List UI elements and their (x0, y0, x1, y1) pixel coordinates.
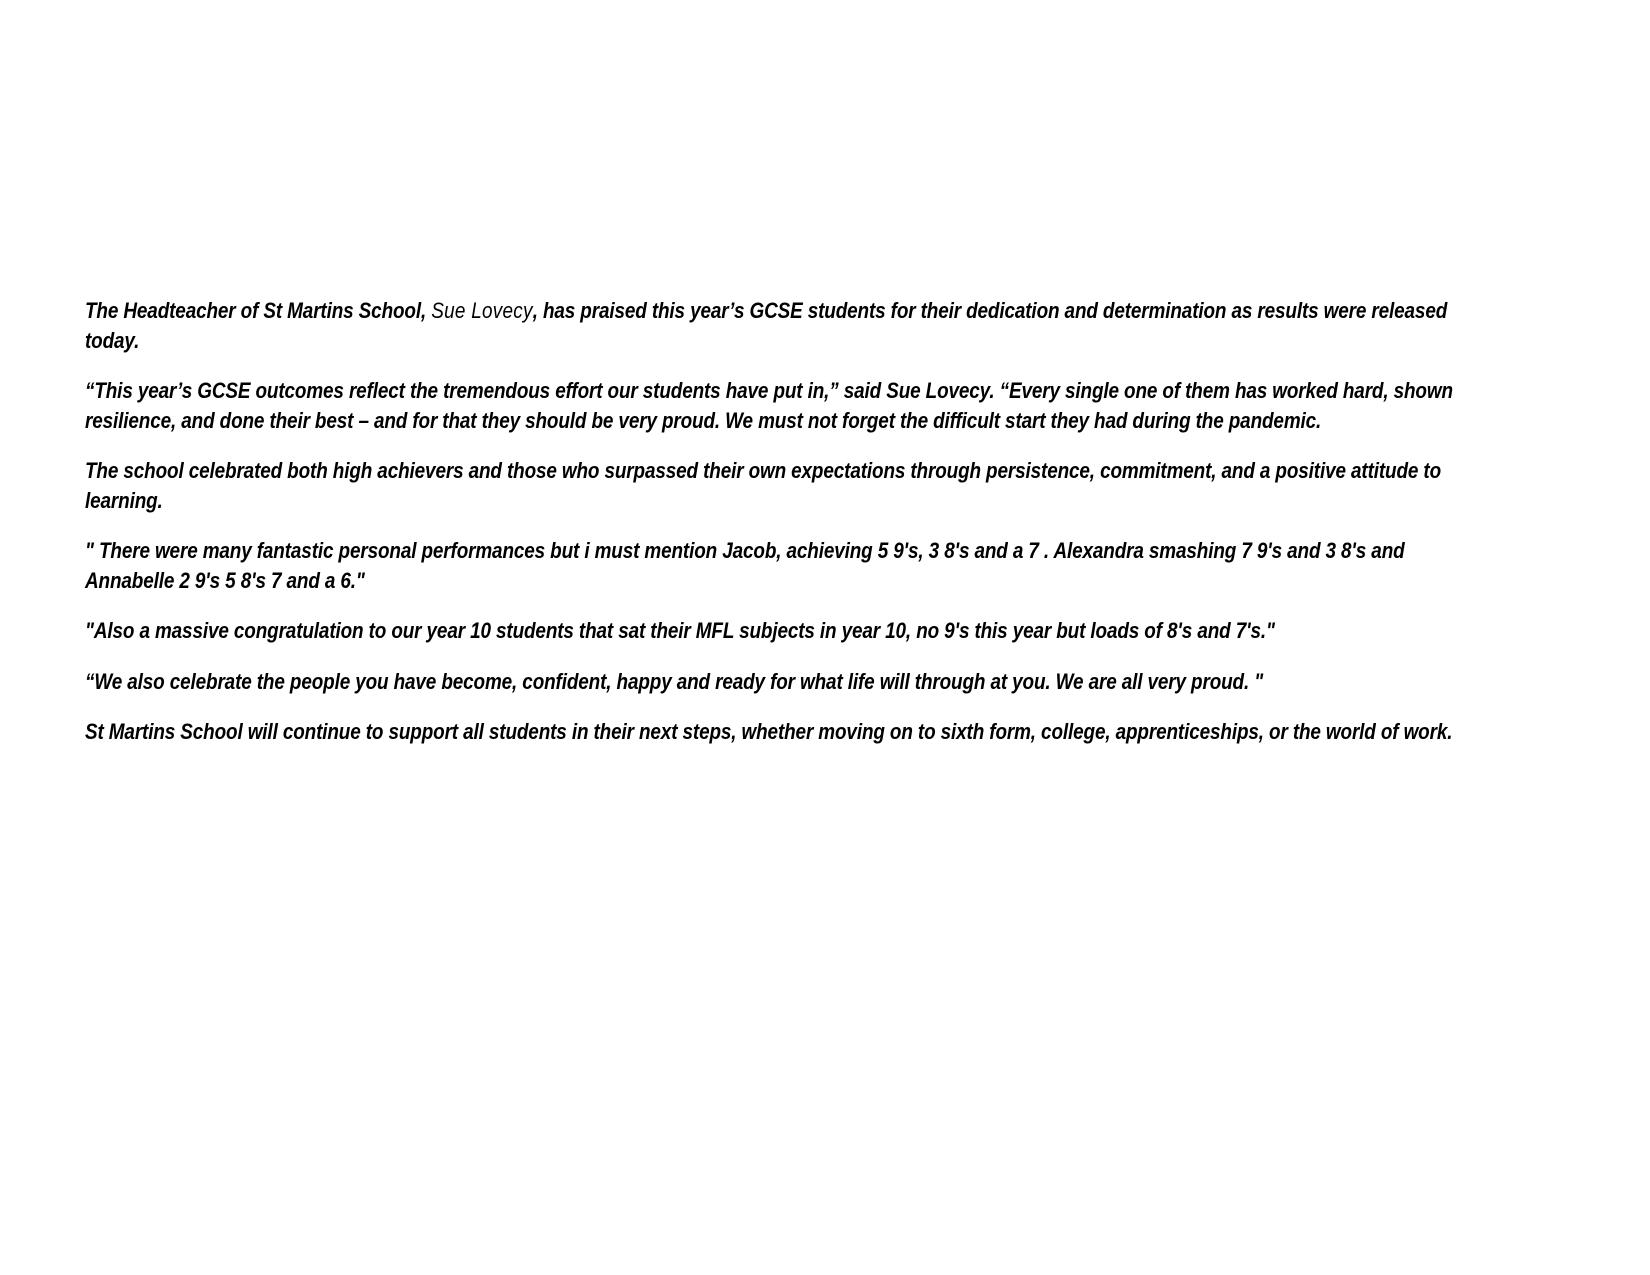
paragraph-quote-year10 (85, 616, 1461, 646)
paragraph-celebration (85, 456, 1461, 515)
text-segment-bold: St Martins School will continue to support all students in their next steps, whether moving on to sixth form, college, apprenticeships, or the world of work. (85, 719, 1453, 744)
text-segment-bold: The school celebrated both high achievers and those who surpassed their own expectations through persistence, commitment, and a positive attitude to learning. (85, 458, 1442, 513)
text-segment-bold: “This year’s GCSE outcomes reflect the tremendous effort our students have put in,” said Sue Lovecy. “Every single one of them has worked hard, shown resilience, and done their best – and for that they should be very proud. We must not forget the difficult start they had during the pandemic. (85, 378, 1453, 433)
paragraph-head-quote-outcomes (85, 376, 1461, 435)
text-segment-bold: The Headteacher of St Martins School, (85, 298, 432, 323)
paragraph-next-steps (85, 717, 1461, 747)
text-segment-bold: " There were many fantastic personal performances but i must mention Jacob, achieving 5 9's, 3 8's and a 7 . Alexandra smashing 7 9's and 3 8's and Annabelle 2 9's 5 8's 7 and a 6." (85, 538, 1405, 593)
text-segment-bold: “We also celebrate the people you have become, confident, happy and ready for what life will through at you. We are all very proud. " (85, 668, 1264, 694)
article-body (85, 296, 1461, 768)
text-segment-bold: "Also a massive congratulation to our year 10 students that sat their MFL subjects in year 10, no 9's this year but loads of 8's and 7's." (85, 618, 1275, 643)
paragraph-intro (85, 296, 1461, 355)
text-segment-regular: Sue Lovecy (431, 298, 533, 323)
paragraph-quote-personal-performances (85, 536, 1461, 595)
text-segment-bold: , has praised this year’s GCSE students for their dedication and determination as results were released today. (85, 298, 1448, 353)
paragraph-quote-proud (85, 667, 1461, 697)
